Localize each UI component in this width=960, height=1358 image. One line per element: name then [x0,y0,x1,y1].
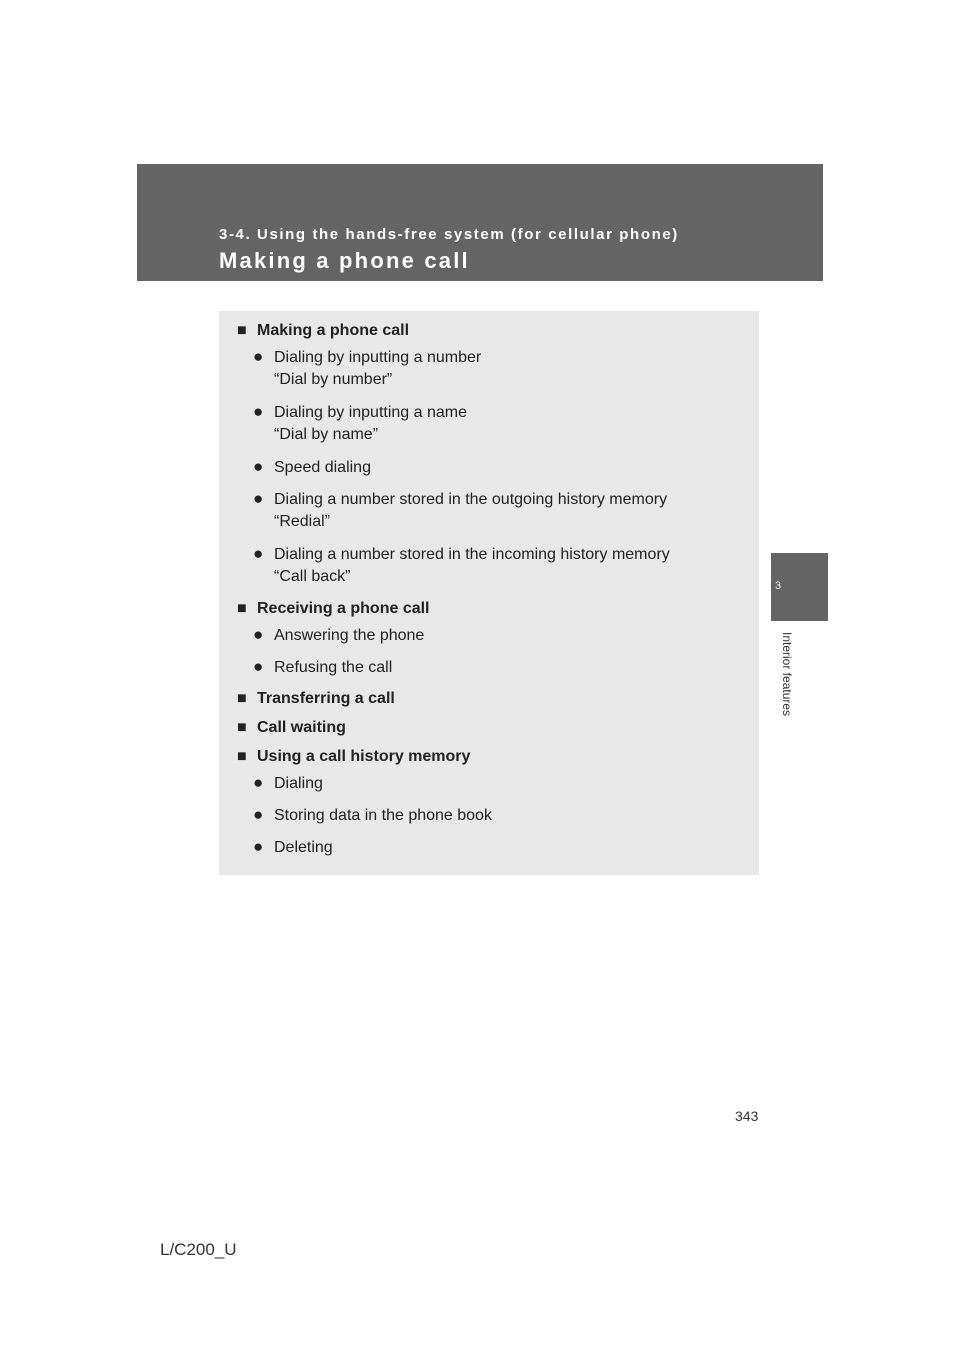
chapter-number: 3 [775,580,782,592]
list-item[interactable] [253,346,481,369]
list-item-subtext: “Call back” [274,568,351,585]
round-bullet-icon: ● [253,457,264,476]
list-item-text: Storing data in the phone book [274,807,492,824]
list-item-text: Dialing by inputting a number [274,349,482,366]
list-item[interactable] [253,624,424,647]
page-number: 343 [735,1108,759,1124]
list-item-text: Dialing [274,775,323,792]
contents-box [219,311,759,875]
section-heading[interactable] [237,746,470,768]
chapter-tab[interactable] [771,553,828,621]
round-bullet-icon: ● [253,837,264,856]
section-heading-text: Receiving a phone call [257,600,430,617]
list-item-text: Dialing a number stored in the incoming history memory [274,546,670,563]
section-heading[interactable] [237,688,395,710]
round-bullet-icon: ● [253,657,264,676]
round-bullet-icon: ● [253,489,264,508]
square-bullet-icon: ■ [237,748,247,765]
document-code: L/C200_U [160,1240,237,1259]
section-heading-text: Making a phone call [257,322,410,339]
list-item[interactable] [253,656,392,679]
page-title: Making a phone call [219,248,470,273]
section-heading[interactable] [237,320,409,342]
list-item-subtext: “Dial by number” [274,371,393,388]
square-bullet-icon: ■ [237,690,247,707]
section-heading[interactable] [237,598,430,620]
list-item[interactable] [253,836,333,859]
list-item[interactable] [253,456,371,479]
chapter-label: Interior features [780,632,794,717]
square-bullet-icon: ■ [237,719,247,736]
list-item-text: Dialing a number stored in the outgoing history memory [274,491,668,508]
list-item-text: Speed dialing [274,459,371,476]
section-heading-text: Call waiting [257,719,346,736]
section-heading-text: Using a call history memory [257,748,471,765]
list-item[interactable] [253,543,670,566]
list-item-subtext: “Redial” [274,513,331,530]
list-item[interactable] [253,772,323,795]
list-item-text: Deleting [274,839,333,856]
round-bullet-icon: ● [253,544,264,563]
square-bullet-icon: ■ [237,600,247,617]
header-band [137,164,823,281]
list-item-subtext: “Dial by name” [274,426,379,443]
square-bullet-icon: ■ [237,322,247,339]
section-heading[interactable] [237,717,346,739]
list-item-text: Refusing the call [274,659,393,676]
section-heading-text: Transferring a call [257,690,395,707]
round-bullet-icon: ● [253,625,264,644]
round-bullet-icon: ● [253,347,264,366]
round-bullet-icon: ● [253,773,264,792]
list-item[interactable] [253,488,667,511]
list-item[interactable] [253,804,492,827]
list-item-text: Answering the phone [274,627,425,644]
section-label: 3-4. Using the hands-free system (for cellular phone) [219,226,679,243]
list-item[interactable] [253,401,467,424]
list-item-text: Dialing by inputting a name [274,404,468,421]
round-bullet-icon: ● [253,402,264,421]
round-bullet-icon: ● [253,805,264,824]
